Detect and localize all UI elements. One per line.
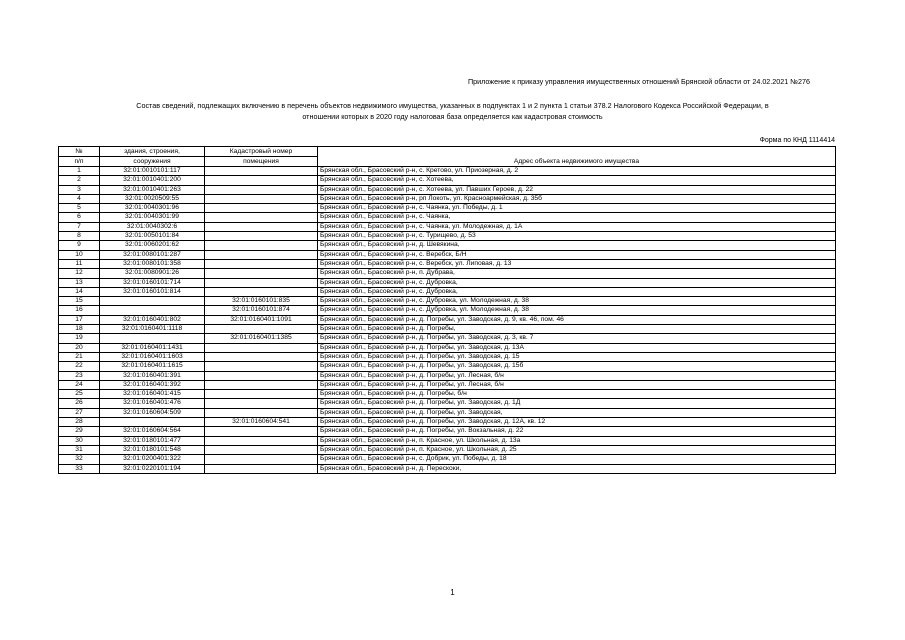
property-address: Брянская обл., Брасовский р-н, д. Погребы, xyxy=(318,325,836,334)
premises-cadastral-number xyxy=(205,204,318,213)
building-cadastral-number: 32:01:0220101:194 xyxy=(100,464,205,473)
building-cadastral-number xyxy=(100,306,205,315)
row-number: 21 xyxy=(59,352,100,361)
row-number: 24 xyxy=(59,380,100,389)
property-address: Брянская обл., Брасовский р-н, с. Дубровка, xyxy=(318,287,836,296)
row-number: 18 xyxy=(59,325,100,334)
premises-cadastral-number xyxy=(205,427,318,436)
row-number: 5 xyxy=(59,204,100,213)
page-number: 1 xyxy=(450,588,455,597)
premises-cadastral-number: 32:01:0160401:1091 xyxy=(205,315,318,324)
row-number: 6 xyxy=(59,213,100,222)
table-row xyxy=(59,259,836,268)
building-cadastral-number xyxy=(100,334,205,343)
premises-cadastral-number xyxy=(205,241,318,250)
row-number: 2 xyxy=(59,176,100,185)
premises-cadastral-number xyxy=(205,371,318,380)
row-number: 25 xyxy=(59,390,100,399)
building-cadastral-number: 32:01:0160401:391 xyxy=(100,371,205,380)
premises-cadastral-number xyxy=(205,185,318,194)
table-row xyxy=(59,325,836,334)
row-number: 17 xyxy=(59,315,100,324)
premises-cadastral-number xyxy=(205,464,318,473)
table-row xyxy=(59,287,836,296)
table-row xyxy=(59,306,836,315)
property-address: Брянская обл., Брасовский р-н, с. Веребск, Б/Н xyxy=(318,250,836,259)
table-row xyxy=(59,371,836,380)
row-number: 3 xyxy=(59,185,100,194)
row-number: 22 xyxy=(59,362,100,371)
property-address: Брянская обл., Брасовский р-н, д. Погребы, ул. Заводская, д. 1Д xyxy=(318,399,836,408)
property-address: Брянская обл., Брасовский р-н, д. Погребы, б/н xyxy=(318,390,836,399)
property-address: Брянская обл., Брасовский р-н, д. Погребы, ул. Заводская, д. 15 xyxy=(318,352,836,361)
row-number: 27 xyxy=(59,408,100,417)
property-address: Брянская обл., Брасовский р-н, с. Дубровка, xyxy=(318,278,836,287)
row-number: 31 xyxy=(59,445,100,454)
table-row xyxy=(59,408,836,417)
header-premises-line-2: помещения xyxy=(205,157,318,167)
header-premises-line-1: Кадастровый номер xyxy=(205,147,318,157)
table-row xyxy=(59,445,836,454)
table-row xyxy=(59,241,836,250)
header-row-1 xyxy=(59,147,836,157)
property-address: Брянская обл., Брасовский р-н, с. Турищево, д. 53 xyxy=(318,232,836,241)
row-number: 14 xyxy=(59,287,100,296)
premises-cadastral-number xyxy=(205,194,318,203)
row-number: 19 xyxy=(59,334,100,343)
row-number: 4 xyxy=(59,194,100,203)
building-cadastral-number xyxy=(100,297,205,306)
property-address: Брянская обл., Брасовский р-н, д. Погребы, ул. Лесная, б/н xyxy=(318,380,836,389)
premises-cadastral-number xyxy=(205,445,318,454)
premises-cadastral-number xyxy=(205,232,318,241)
table-header xyxy=(59,147,836,167)
property-table xyxy=(58,146,836,474)
building-cadastral-number: 32:01:0010401:263 xyxy=(100,185,205,194)
property-address: Брянская обл., Брасовский р-н, рп Локоть, ул. Красноармейская, д. 35б xyxy=(318,194,836,203)
row-number: 11 xyxy=(59,259,100,268)
building-cadastral-number: 32:01:0040302:6 xyxy=(100,222,205,231)
building-cadastral-number: 32:01:0040301:96 xyxy=(100,204,205,213)
table-row xyxy=(59,436,836,445)
building-cadastral-number: 32:01:0080901:26 xyxy=(100,269,205,278)
table-row xyxy=(59,232,836,241)
row-number: 30 xyxy=(59,436,100,445)
building-cadastral-number: 32:01:0160401:392 xyxy=(100,380,205,389)
property-address: Брянская обл., Брасовский р-н, д. Погребы, ул. Вокзальная, д. 22 xyxy=(318,427,836,436)
building-cadastral-number: 32:01:0160401:802 xyxy=(100,315,205,324)
row-number: 15 xyxy=(59,297,100,306)
building-cadastral-number: 32:01:0160401:415 xyxy=(100,390,205,399)
header-num-line-2: п/п xyxy=(59,157,100,167)
table-row xyxy=(59,222,836,231)
building-cadastral-number: 32:01:0160401:1431 xyxy=(100,343,205,352)
premises-cadastral-number xyxy=(205,167,318,176)
building-cadastral-number: 32:01:0010101:117 xyxy=(100,167,205,176)
building-cadastral-number: 32:01:0160101:814 xyxy=(100,287,205,296)
property-address: Брянская обл., Брасовский р-н, д. Погребы, ул. Заводская, д. 9, кв. 46, пом. 46 xyxy=(318,315,836,324)
building-cadastral-number: 32:01:0160101:714 xyxy=(100,278,205,287)
table-row xyxy=(59,464,836,473)
table-row xyxy=(59,334,836,343)
header-building-line-2: сооружения xyxy=(100,157,205,167)
building-cadastral-number: 32:01:0040301:99 xyxy=(100,213,205,222)
property-address: Брянская обл., Брасовский р-н, с. Хотеева, xyxy=(318,176,836,185)
building-cadastral-number: 32:01:0020509:55 xyxy=(100,194,205,203)
table-row xyxy=(59,194,836,203)
row-number: 28 xyxy=(59,418,100,427)
heading-line-2: отношении которых в 2020 году налоговая база определяется как кадастровая стоимость xyxy=(302,112,603,121)
building-cadastral-number: 32:01:0160401:1615 xyxy=(100,362,205,371)
property-address: Брянская обл., Брасовский р-н, д. Погребы, ул. Заводская, д. 12А, кв. 12 xyxy=(318,418,836,427)
building-cadastral-number: 32:01:0010401:200 xyxy=(100,176,205,185)
building-cadastral-number: 32:01:0180101:548 xyxy=(100,445,205,454)
premises-cadastral-number xyxy=(205,352,318,361)
table-row xyxy=(59,167,836,176)
table-row xyxy=(59,399,836,408)
building-cadastral-number xyxy=(100,418,205,427)
property-address: Брянская обл., Брасовский р-н, с. Дубровка, ул. Молодежная, д. 38 xyxy=(318,297,836,306)
row-number: 16 xyxy=(59,306,100,315)
building-cadastral-number: 32:01:0200401:322 xyxy=(100,455,205,464)
table-row xyxy=(59,380,836,389)
appendix-note: Приложение к приказу управления имущественных отношений Брянской области от 24.02.2021 №276 xyxy=(467,77,810,86)
row-number: 1 xyxy=(59,167,100,176)
premises-cadastral-number xyxy=(205,325,318,334)
premises-cadastral-number xyxy=(205,213,318,222)
property-address: Брянская обл., Брасовский р-н, с. Чаянка, ул. Победы, д. 1 xyxy=(318,204,836,213)
table-row xyxy=(59,315,836,324)
property-address: Брянская обл., Брасовский р-н, с. Чаянка, xyxy=(318,213,836,222)
row-number: 8 xyxy=(59,232,100,241)
row-number: 12 xyxy=(59,269,100,278)
table-row xyxy=(59,343,836,352)
table-row xyxy=(59,352,836,361)
property-address: Брянская обл., Брасовский р-н, с. Веребск, ул. Липовая, д. 13 xyxy=(318,259,836,268)
property-address: Брянская обл., Брасовский р-н, п. Красное, ул. Школьная, д. 13а xyxy=(318,436,836,445)
row-number: 20 xyxy=(59,343,100,352)
row-number: 29 xyxy=(59,427,100,436)
table-row xyxy=(59,185,836,194)
table-row xyxy=(59,250,836,259)
premises-cadastral-number: 32:01:0160101:835 xyxy=(205,297,318,306)
form-code: Форма по КНД 1114414 xyxy=(759,137,835,144)
building-cadastral-number: 32:01:0160401:1118 xyxy=(100,325,205,334)
premises-cadastral-number xyxy=(205,380,318,389)
table-row xyxy=(59,269,836,278)
property-address: Брянская обл., Брасовский р-н, с. Дубровка, ул. Молодежная, д. 38 xyxy=(318,306,836,315)
building-cadastral-number: 32:01:0160401:476 xyxy=(100,399,205,408)
premises-cadastral-number xyxy=(205,408,318,417)
property-address: Брянская обл., Брасовский р-н, с. Чаянка, ул. Молодежная, д. 1А xyxy=(318,222,836,231)
premises-cadastral-number xyxy=(205,390,318,399)
table-body xyxy=(59,167,836,474)
table-row xyxy=(59,204,836,213)
premises-cadastral-number xyxy=(205,362,318,371)
premises-cadastral-number xyxy=(205,436,318,445)
property-address: Брянская обл., Брасовский р-н, д. Погребы, ул. Заводская, д. 13А xyxy=(318,343,836,352)
table-row xyxy=(59,427,836,436)
premises-cadastral-number xyxy=(205,269,318,278)
header-address: Адрес объекта недвижимого имущества xyxy=(318,147,836,167)
premises-cadastral-number: 32:01:0160604:541 xyxy=(205,418,318,427)
property-address: Брянская обл., Брасовский р-н, с. Добрик, ул. Победы, д. 18 xyxy=(318,455,836,464)
property-address: Брянская обл., Брасовский р-н, п. Дубрава, xyxy=(318,269,836,278)
premises-cadastral-number xyxy=(205,343,318,352)
premises-cadastral-number xyxy=(205,250,318,259)
premises-cadastral-number xyxy=(205,176,318,185)
table-row xyxy=(59,418,836,427)
property-address: Брянская обл., Брасовский р-н, д. Погребы, ул. Заводская, xyxy=(318,408,836,417)
premises-cadastral-number xyxy=(205,287,318,296)
heading-line-1: Состав сведений, подлежащих включению в перечень объектов недвижимого имущества, указанных в подпунктах 1 и 2 пункта 1 статьи 378.2 Налогового Кодекса Российской Федерации, в xyxy=(136,101,769,110)
building-cadastral-number: 32:01:0180101:477 xyxy=(100,436,205,445)
table-row xyxy=(59,362,836,371)
property-address: Брянская обл., Брасовский р-н, с. Хотеева, ул. Павших Героев, д. 22 xyxy=(318,185,836,194)
row-number: 32 xyxy=(59,455,100,464)
property-address: Брянская обл., Брасовский р-н, д. Погребы, ул. Лесная, б/н xyxy=(318,371,836,380)
premises-cadastral-number: 32:01:0160401:1385 xyxy=(205,334,318,343)
building-cadastral-number: 32:01:0080101:358 xyxy=(100,259,205,268)
building-cadastral-number: 32:01:0160604:509 xyxy=(100,408,205,417)
table-row xyxy=(59,390,836,399)
premises-cadastral-number xyxy=(205,259,318,268)
building-cadastral-number: 32:01:0080101:287 xyxy=(100,250,205,259)
document-heading xyxy=(58,100,847,122)
row-number: 7 xyxy=(59,222,100,231)
premises-cadastral-number xyxy=(205,278,318,287)
table-row xyxy=(59,278,836,287)
premises-cadastral-number xyxy=(205,399,318,408)
table-row xyxy=(59,176,836,185)
building-cadastral-number: 32:01:0060201:62 xyxy=(100,241,205,250)
premises-cadastral-number: 32:01:0160101:874 xyxy=(205,306,318,315)
row-number: 9 xyxy=(59,241,100,250)
header-num-line-1: № xyxy=(59,147,100,157)
property-address: Брянская обл., Брасовский р-н, д. Погребы, ул. Заводская, д. 15б xyxy=(318,362,836,371)
property-address: Брянская обл., Брасовский р-н, д. Перескоки, xyxy=(318,464,836,473)
row-number: 10 xyxy=(59,250,100,259)
premises-cadastral-number xyxy=(205,455,318,464)
property-address: Брянская обл., Брасовский р-н, с. Кретово, ул. Приозерная, д. 2 xyxy=(318,167,836,176)
table-row xyxy=(59,297,836,306)
row-number: 23 xyxy=(59,371,100,380)
property-address: Брянская обл., Брасовский р-н, д. Погребы, ул. Заводская, д. 3, кв. 7 xyxy=(318,334,836,343)
property-address: Брянская обл., Брасовский р-н, д. Шевякина, xyxy=(318,241,836,250)
row-number: 33 xyxy=(59,464,100,473)
row-number: 26 xyxy=(59,399,100,408)
header-building-line-1: здания, строения, xyxy=(100,147,205,157)
building-cadastral-number: 32:01:0160604:564 xyxy=(100,427,205,436)
table-row xyxy=(59,213,836,222)
row-number: 13 xyxy=(59,278,100,287)
table-row xyxy=(59,455,836,464)
premises-cadastral-number xyxy=(205,222,318,231)
building-cadastral-number: 32:01:0050101:84 xyxy=(100,232,205,241)
property-address: Брянская обл., Брасовский р-н, п. Красное, ул. Школьная, д. 25 xyxy=(318,445,836,454)
building-cadastral-number: 32:01:0160401:1603 xyxy=(100,352,205,361)
